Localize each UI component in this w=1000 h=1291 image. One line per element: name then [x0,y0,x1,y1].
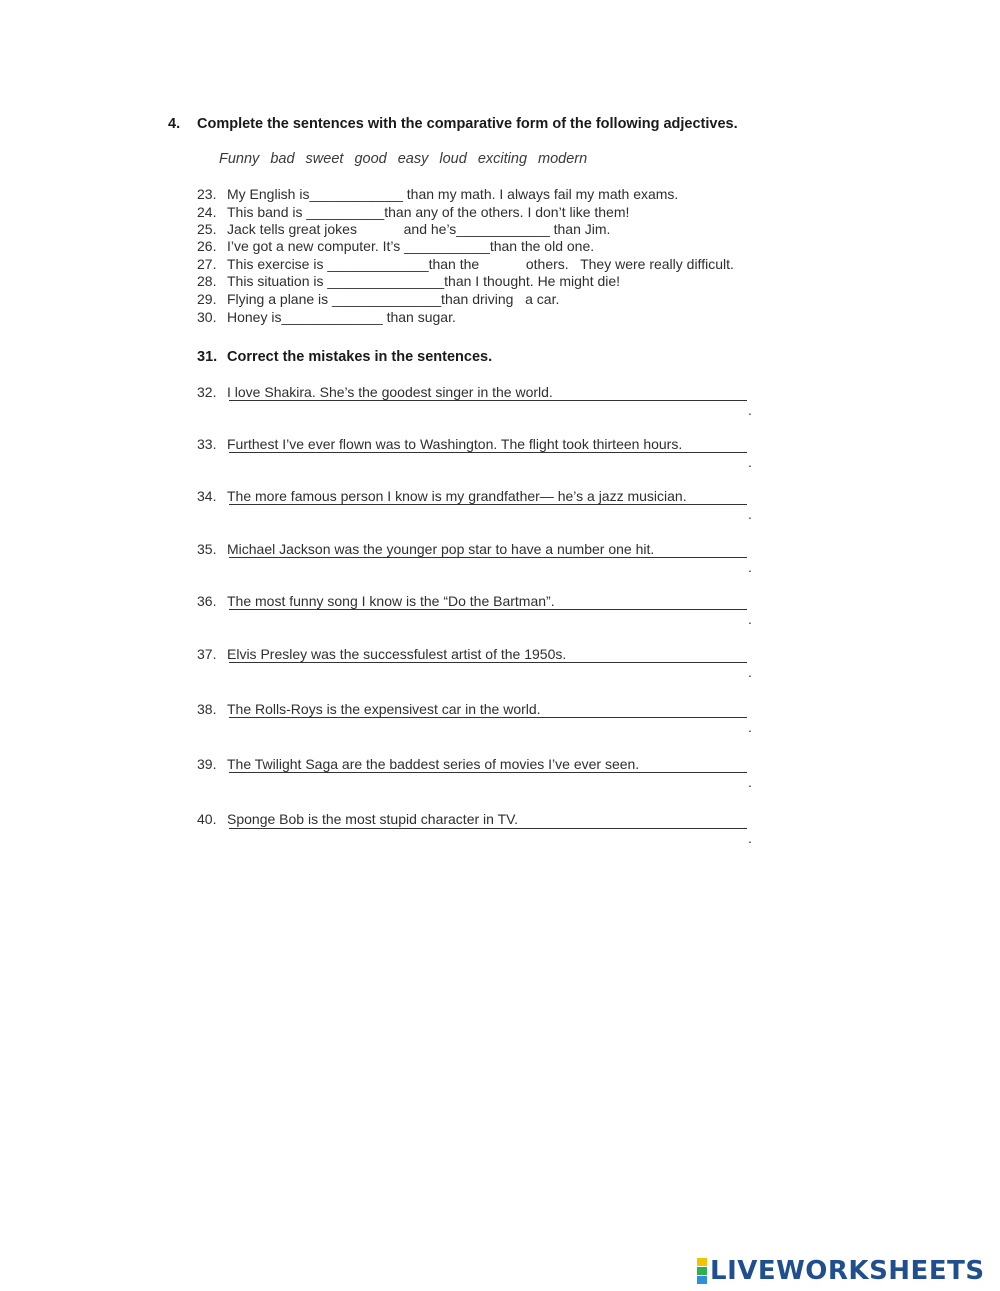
item-text: Furthest I’ve ever flown was to Washington. The flight took thirteen hours. [227,436,683,452]
list-item [197,811,518,828]
item-number: 38. [197,701,217,717]
answer-line[interactable] [229,717,747,718]
line-end-period: . [748,664,752,680]
item-text: This exercise is _____________than the others. They were really difficult. [227,256,734,272]
answer-line[interactable] [229,400,747,401]
logo-block-green [697,1267,707,1275]
section-number: 31. [197,349,218,365]
item-text: The Twilight Saga are the baddest series of movies I’ve ever seen. [227,756,640,772]
answer-line[interactable] [229,557,747,558]
line-end-period: . [748,611,752,627]
item-number: 40. [197,811,217,827]
section-title-text: Complete the sentences with the comparative form of the following adjectives. [197,116,738,132]
line-end-period: . [748,830,752,846]
logo-text: LIVEWORKSHEETS [710,1256,985,1286]
section-title-text: Correct the mistakes in the sentences. [227,349,493,365]
line-end-period: . [748,454,752,470]
item-text: Sponge Bob is the most stupid character in TV. [227,811,519,827]
item-number: 36. [197,593,217,609]
item-number: 24. [197,204,217,220]
item-text: I’ve got a new computer. It’s ___________than the old one. [227,238,595,254]
item-number: 29. [197,291,217,307]
list-item [197,291,559,308]
line-end-period: . [748,559,752,575]
list-item [197,186,678,203]
item-number: 34. [197,488,217,504]
answer-line[interactable] [229,828,747,829]
item-number: 30. [197,309,217,325]
item-text: Jack tells great jokes and he’s____________ than Jim. [227,221,611,237]
item-number: 28. [197,273,217,289]
item-text: My English is____________ than my math. I always fail my math exams. [227,186,679,202]
list-item [197,541,654,558]
line-end-period: . [748,719,752,735]
answer-line[interactable] [229,772,747,773]
list-item [197,238,594,255]
answer-line[interactable] [229,452,747,453]
list-item [197,384,553,401]
list-item [197,204,629,221]
line-end-period: . [748,774,752,790]
section-31-title [197,349,492,365]
list-item [197,646,566,663]
list-item [197,436,682,453]
list-item [197,273,620,290]
logo-block-yellow [697,1258,707,1266]
list-item [197,756,639,773]
list-item [197,309,456,326]
item-text: This band is __________than any of the others. I don’t like them! [227,204,630,220]
item-text: The Rolls-Roys is the expensivest car in the world. [227,701,541,717]
item-text: Michael Jackson was the younger pop star to have a number one hit. [227,541,655,557]
list-item [197,221,610,238]
item-text: Elvis Presley was the successfulest artist of the 1950s. [227,646,567,662]
item-number: 27. [197,256,217,272]
item-number: 37. [197,646,217,662]
list-item [197,593,555,610]
logo-block-blue [697,1276,707,1284]
item-number: 23. [197,186,217,202]
answer-line[interactable] [229,504,747,505]
liveworksheets-logo [697,1254,985,1288]
section-4-title [168,116,738,132]
list-item [197,256,734,273]
line-end-period: . [748,506,752,522]
item-number: 39. [197,756,217,772]
item-text: Flying a plane is ______________than driving a car. [227,291,560,307]
item-text: Honey is_____________ than sugar. [227,309,456,325]
item-text: The more famous person I know is my grandfather— he’s a jazz musician. [227,488,687,504]
list-item [197,701,541,718]
item-number: 32. [197,384,217,400]
item-number: 25. [197,221,217,237]
list-item [197,488,687,505]
answer-line[interactable] [229,609,747,610]
line-end-period: . [748,402,752,418]
item-number: 26. [197,238,217,254]
item-text: The most funny song I know is the “Do the Bartman”. [227,593,555,609]
item-text: This situation is _______________than I thought. He might die! [227,273,621,289]
item-number: 33. [197,436,217,452]
item-text: I love Shakira. She’s the goodest singer in the world. [227,384,553,400]
item-number: 35. [197,541,217,557]
logo-blocks-icon [697,1258,707,1284]
adjective-list: Funny bad sweet good easy loud exciting modern [219,151,588,167]
answer-line[interactable] [229,662,747,663]
section-number: 4. [168,116,181,132]
